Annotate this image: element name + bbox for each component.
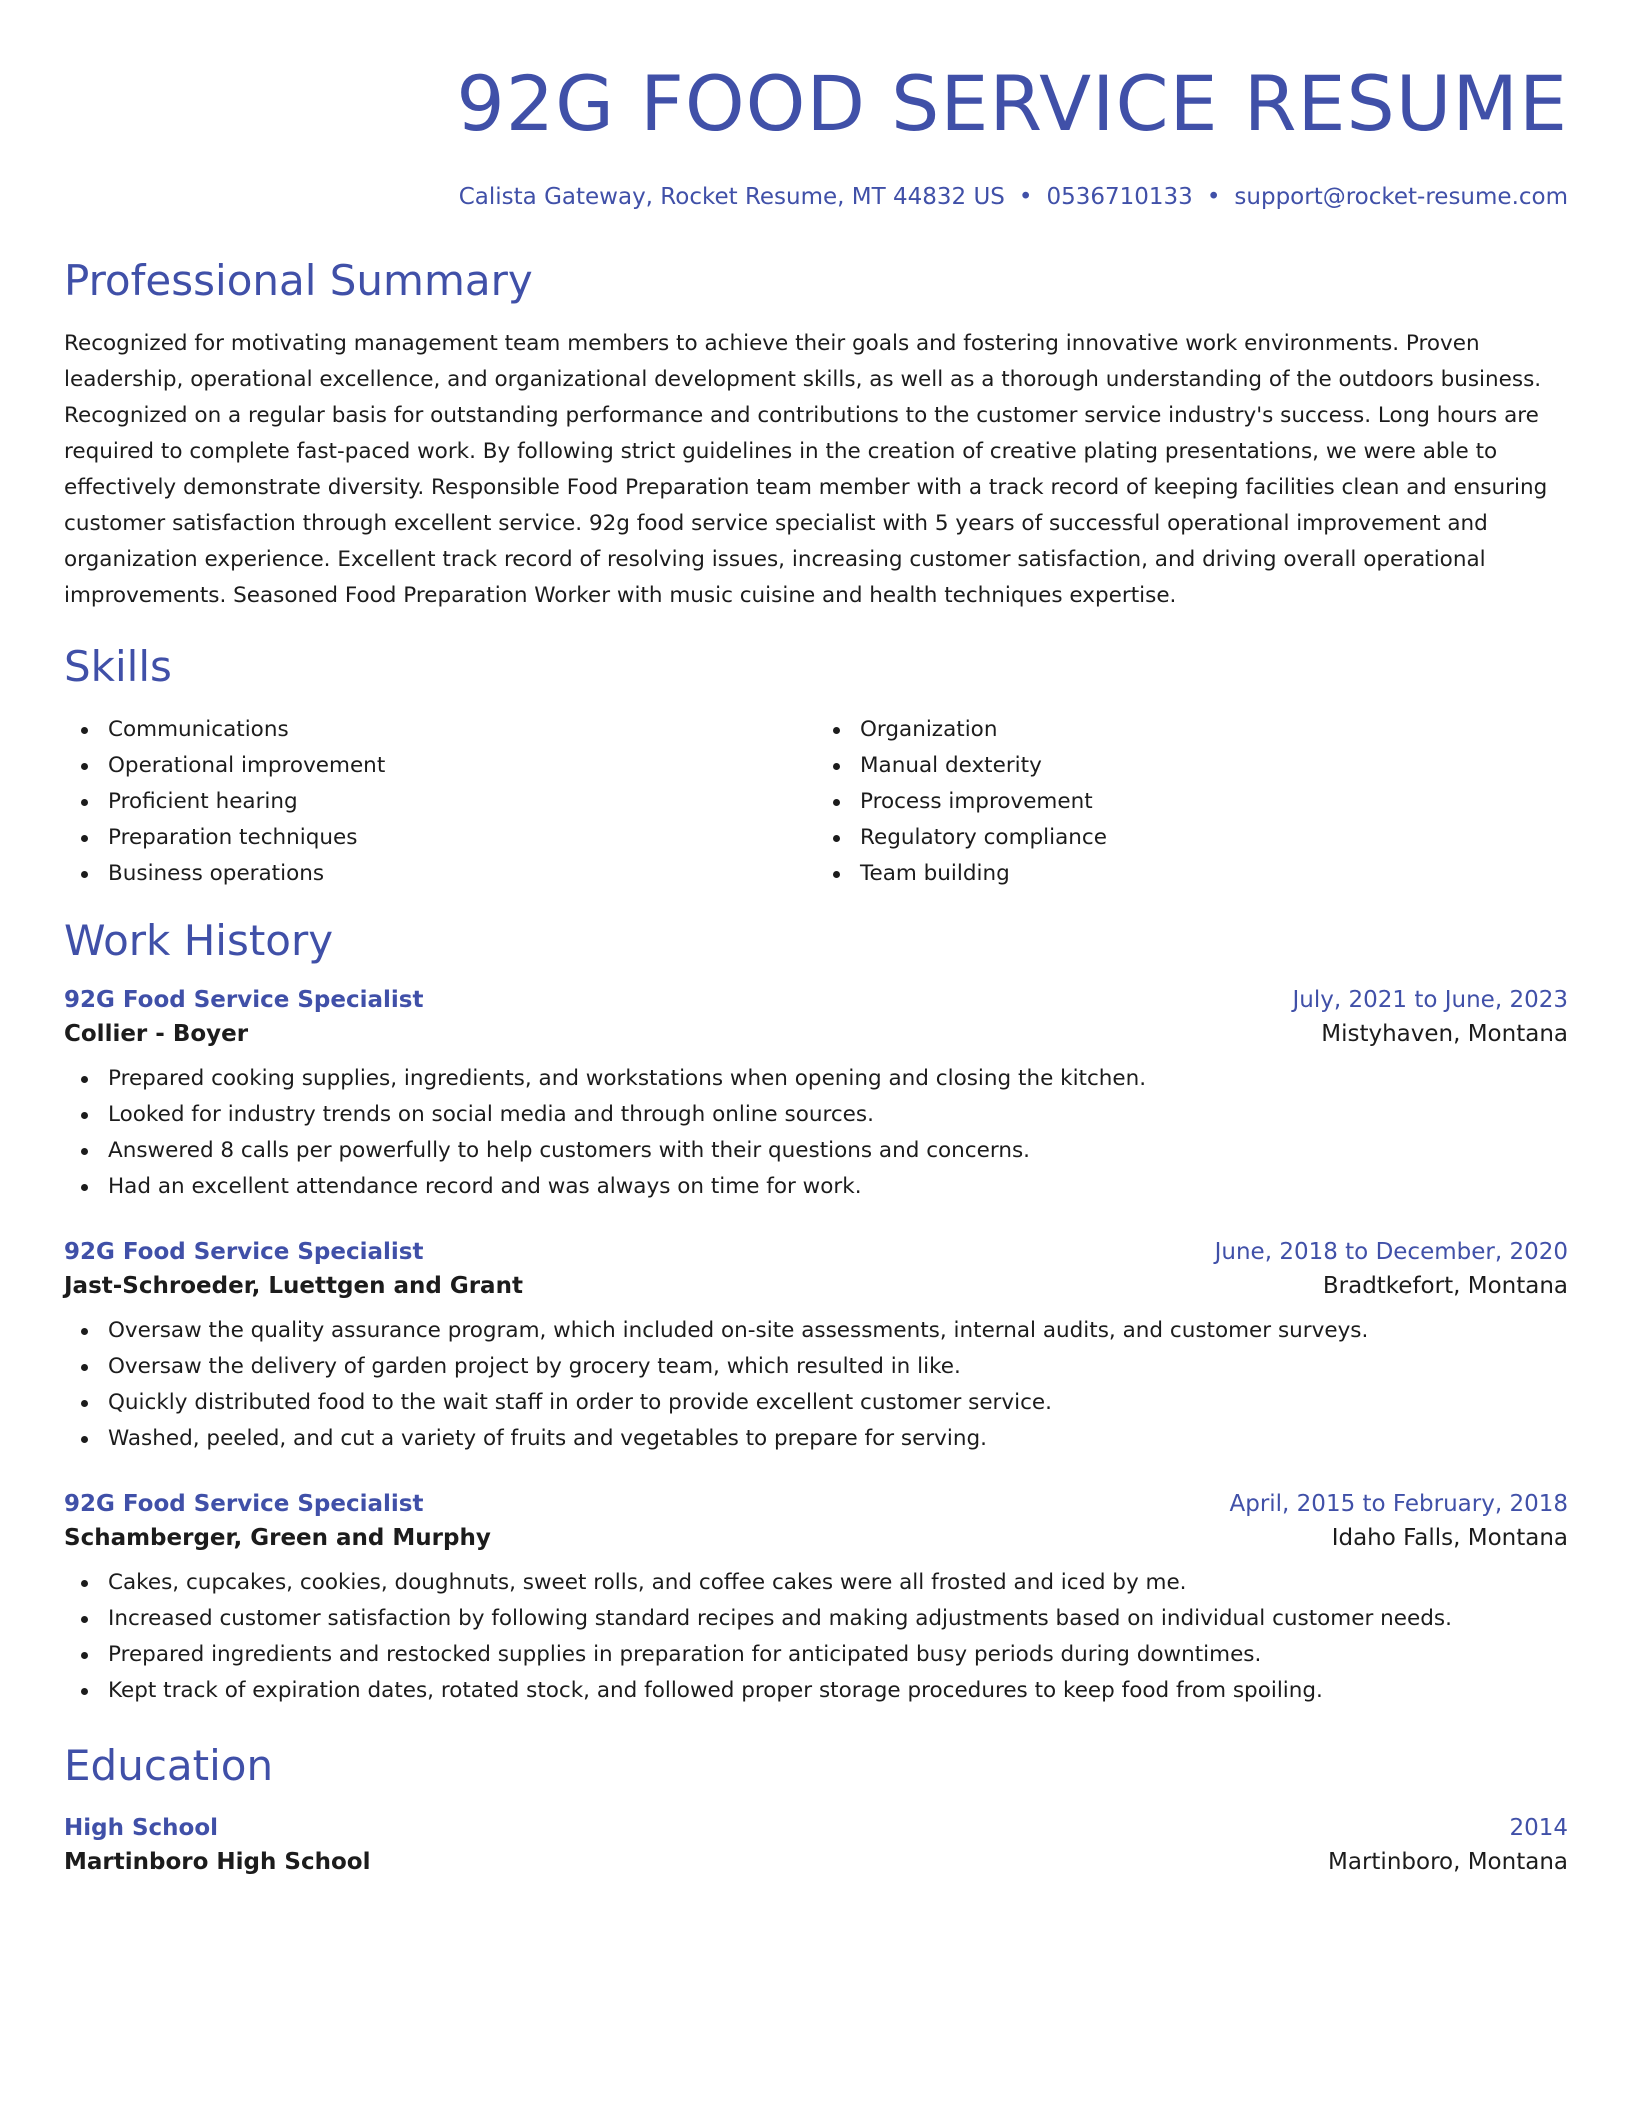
skills-heading: Skills bbox=[64, 642, 172, 692]
skills-column-right bbox=[816, 712, 1568, 892]
job-location: Bradtkefort, Montana bbox=[1322, 1272, 1568, 1299]
education-year: 2014 bbox=[1509, 1814, 1568, 1841]
job-bullet: Washed, peeled, and cut a variety of fruits and vegetables to prepare for serving. bbox=[108, 1421, 1568, 1457]
skill-item: Proficient hearing bbox=[108, 784, 816, 820]
skill-item: Organization bbox=[860, 712, 1568, 748]
skill-item: Manual dexterity bbox=[860, 748, 1568, 784]
job-header-row bbox=[64, 1239, 1568, 1265]
job-title: 92G Food Service Specialist bbox=[64, 1490, 424, 1517]
education-location: Martinboro, Montana bbox=[1328, 1848, 1568, 1875]
job-bullet: Oversaw the delivery of garden project by grocery team, which resulted in like. bbox=[108, 1349, 1568, 1385]
skill-item: Process improvement bbox=[860, 784, 1568, 820]
contact-line bbox=[64, 184, 1568, 210]
summary-heading: Professional Summary bbox=[64, 256, 533, 305]
job-company: Jast-Schroeder, Luettgen and Grant bbox=[64, 1272, 523, 1299]
skill-item: Operational improvement bbox=[108, 748, 816, 784]
job-bullet: Kept track of expiration dates, rotated stock, and followed proper storage procedures to keep food from spoiling. bbox=[108, 1673, 1568, 1709]
job-entry bbox=[64, 1491, 1568, 1709]
job-bullet: Oversaw the quality assurance program, which included on-site assessments, internal audits, and customer surveys. bbox=[108, 1313, 1568, 1349]
work-history-heading: Work History bbox=[64, 916, 334, 966]
job-dates: April, 2015 to February, 2018 bbox=[1229, 1490, 1568, 1517]
job-company-row bbox=[64, 1273, 1568, 1299]
job-company-row bbox=[64, 1021, 1568, 1047]
contact-address: Calista Gateway, Rocket Resume, MT 44832 US bbox=[458, 184, 1005, 210]
job-title: 92G Food Service Specialist bbox=[64, 1238, 424, 1265]
job-bullets bbox=[64, 1565, 1568, 1709]
job-company: Schamberger, Green and Murphy bbox=[64, 1524, 491, 1551]
job-bullet: Looked for industry trends on social media and through online sources. bbox=[108, 1097, 1568, 1133]
skill-item: Preparation techniques bbox=[108, 820, 816, 856]
contact-email[interactable]: support@rocket-resume.com bbox=[1234, 184, 1568, 210]
job-bullets bbox=[64, 1313, 1568, 1457]
job-header-row bbox=[64, 987, 1568, 1013]
job-company: Collier - Boyer bbox=[64, 1020, 249, 1047]
job-bullets bbox=[64, 1061, 1568, 1205]
skills-column-left bbox=[64, 712, 816, 892]
job-bullet: Had an excellent attendance record and was always on time for work. bbox=[108, 1169, 1568, 1205]
contact-phone: 0536710133 bbox=[1046, 184, 1193, 210]
job-location: Mistyhaven, Montana bbox=[1321, 1020, 1568, 1047]
education-header-row bbox=[64, 1815, 1568, 1841]
education-school-row bbox=[64, 1849, 1568, 1875]
contact-separator: • bbox=[1206, 184, 1221, 210]
job-bullet: Prepared ingredients and restocked supplies in preparation for anticipated busy periods during downtimes. bbox=[108, 1637, 1568, 1673]
contact-separator: • bbox=[1018, 184, 1033, 210]
education-entry bbox=[64, 1815, 1568, 1875]
skills-grid bbox=[64, 712, 1568, 892]
education-school: Martinboro High School bbox=[64, 1848, 371, 1875]
education-degree: High School bbox=[64, 1814, 219, 1841]
job-bullet: Cakes, cupcakes, cookies, doughnuts, sweet rolls, and coffee cakes were all frosted and iced by me. bbox=[108, 1565, 1568, 1601]
job-bullet: Prepared cooking supplies, ingredients, and workstations when opening and closing the kitchen. bbox=[108, 1061, 1568, 1097]
summary-text: Recognized for motivating management team members to achieve their goals and fostering innovative work environments. Proven leadership, operational excellence, and organizational development skills, as well as a thorough understanding of the outdoors business. Recognized on a regular basis for outstanding performance and contributions to the customer service industry's success. Long hours are required to complete fast-paced work. By following strict guidelines in the creation of creative plating presentations, we were able to effectively demonstrate diversity. Responsible Food Preparation team member with a track record of keeping facilities clean and ensuring customer satisfaction through excellent service. 92g food service specialist with 5 years of successful operational improvement and organization experience. Excellent track record of resolving issues, increasing customer satisfaction, and driving overall operational improvements. Seasoned Food Preparation Worker with music cuisine and health techniques expertise. bbox=[64, 331, 1548, 609]
skill-item: Regulatory compliance bbox=[860, 820, 1568, 856]
skill-item: Team building bbox=[860, 856, 1568, 892]
job-bullet: Quickly distributed food to the wait staff in order to provide excellent customer service. bbox=[108, 1385, 1568, 1421]
job-bullet: Increased customer satisfaction by following standard recipes and making adjustments based on individual customer needs. bbox=[108, 1601, 1568, 1637]
job-dates: June, 2018 to December, 2020 bbox=[1214, 1238, 1568, 1265]
job-company-row bbox=[64, 1525, 1568, 1551]
job-dates: July, 2021 to June, 2023 bbox=[1292, 986, 1568, 1013]
job-title: 92G Food Service Specialist bbox=[64, 986, 424, 1013]
resume-title: 92G FOOD SERVICE RESUME bbox=[456, 59, 1568, 148]
job-location: Idaho Falls, Montana bbox=[1331, 1524, 1568, 1551]
job-entry bbox=[64, 1239, 1568, 1457]
job-entry bbox=[64, 987, 1568, 1205]
education-heading: Education bbox=[64, 1740, 274, 1790]
job-header-row bbox=[64, 1491, 1568, 1517]
skill-item: Communications bbox=[108, 712, 816, 748]
job-bullet: Answered 8 calls per powerfully to help customers with their questions and concerns. bbox=[108, 1133, 1568, 1169]
skill-item: Business operations bbox=[108, 856, 816, 892]
